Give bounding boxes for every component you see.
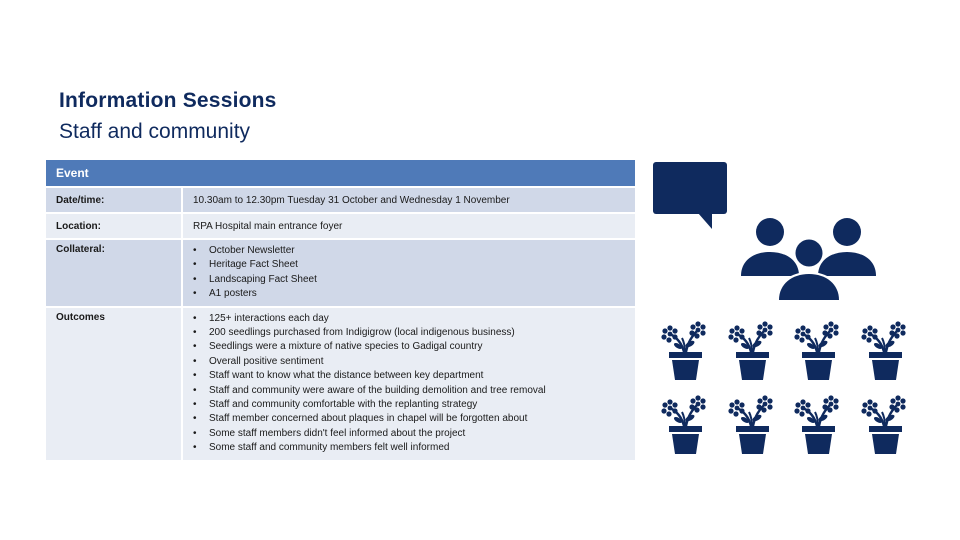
slide-subtitle: Staff and community xyxy=(59,120,251,143)
row-label: Outcomes xyxy=(46,307,182,461)
list-item: • Some staff members didn't feel informed about the project xyxy=(209,427,625,441)
list-item: • 200 seedlings purchased from Indigigrow (local indigenous business) xyxy=(209,326,625,340)
list-item: • Staff want to know what the distance between key department xyxy=(209,369,625,383)
potted-plant-icon xyxy=(661,395,705,454)
collateral-list xyxy=(193,240,625,306)
list-item: • Staff and community were aware of the building demolition and tree removal xyxy=(209,384,625,398)
list-item: • A1 posters xyxy=(209,287,625,301)
list-item: • October Newsletter xyxy=(209,244,625,258)
row-value xyxy=(182,307,635,461)
table-row-outcomes xyxy=(46,307,635,461)
potted-plant-icon xyxy=(861,395,905,454)
list-item: • Heritage Fact Sheet xyxy=(209,258,625,272)
potted-plant-icon xyxy=(794,395,838,454)
table-row-datetime xyxy=(46,187,635,213)
list-item: • Staff member concerned about plaques in chapel will be forgotten about xyxy=(209,412,625,426)
outcomes-list xyxy=(193,308,625,460)
row-label: Date/time: xyxy=(46,187,182,213)
list-item: • 125+ interactions each day xyxy=(209,312,625,326)
list-item: • Seedlings were a mixture of native species to Gadigal country xyxy=(209,340,625,354)
table-header-row xyxy=(46,160,635,187)
list-item: • Some staff and community members felt well informed xyxy=(209,441,625,455)
potted-plant-icon xyxy=(728,321,772,380)
potted-plant-icon xyxy=(728,395,772,454)
list-item: • Overall positive sentiment xyxy=(209,355,625,369)
table-header: Event xyxy=(46,160,635,187)
list-item: • Landscaping Fact Sheet xyxy=(209,273,625,287)
row-label: Location: xyxy=(46,213,182,239)
potted-plant-icon xyxy=(861,321,905,380)
people-group-icon xyxy=(741,218,876,300)
slide-title: Information Sessions xyxy=(59,89,277,112)
illustration xyxy=(640,150,930,470)
row-value xyxy=(182,239,635,307)
row-label: Collateral: xyxy=(46,239,182,307)
table-row-collateral xyxy=(46,239,635,307)
row-value: RPA Hospital main entrance foyer xyxy=(182,213,635,239)
row-value: 10.30am to 12.30pm Tuesday 31 October and Wednesday 1 November xyxy=(182,187,635,213)
event-table xyxy=(46,160,635,462)
potted-plant-icon xyxy=(661,321,705,380)
potted-plant-icon xyxy=(794,321,838,380)
table-row-location xyxy=(46,213,635,239)
list-item: • Staff and community comfortable with the replanting strategy xyxy=(209,398,625,412)
speech-bubble-icon xyxy=(653,162,727,229)
